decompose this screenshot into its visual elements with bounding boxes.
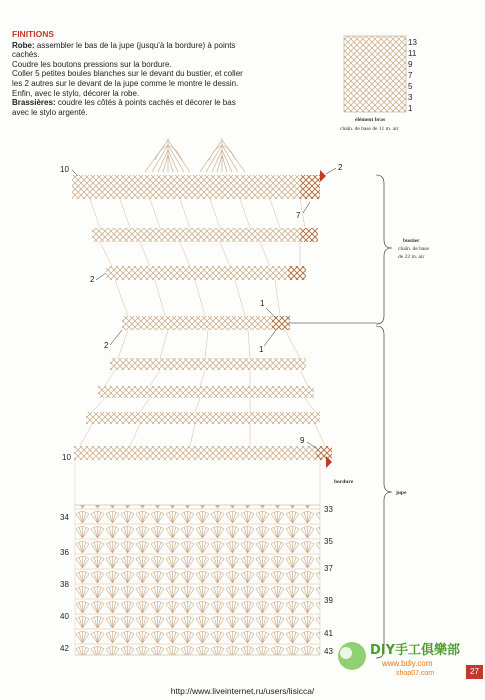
bustier-sub: de 22 m. air	[398, 254, 425, 260]
arm-row-label: 3	[408, 93, 413, 102]
arm-row-label: 7	[408, 71, 413, 80]
logo-graphic	[330, 634, 480, 680]
row-label: 37	[324, 564, 333, 573]
bustier-brace	[376, 175, 392, 324]
bra-label: Brassières:	[12, 98, 56, 108]
bodice-cups	[145, 138, 245, 172]
row-label: 1	[259, 345, 264, 354]
instruction-line: Coudre les boutons pressions sur la bordure.	[12, 59, 172, 69]
row-label: 2	[90, 275, 95, 284]
arm-row-label: 5	[408, 82, 413, 91]
bustier-rows	[72, 175, 332, 460]
instruction-line: Enfin, avec le stylo, décorer la robe.	[12, 88, 140, 98]
bra-text: coudre les côtés à points cachés et décorer le bas avec le stylo argenté.	[12, 98, 236, 117]
arm-element-subtitle: chaîn. de base de 11 m. air	[340, 126, 399, 132]
bustier-title: bustier	[403, 238, 420, 244]
arm-row-numbers	[408, 38, 417, 113]
row-label: 41	[324, 629, 333, 638]
arm-row-label: 13	[408, 38, 417, 47]
row-label: 38	[60, 580, 69, 589]
row-label: 7	[296, 211, 301, 220]
row-label: 35	[324, 537, 333, 546]
row-label: 43	[324, 647, 333, 656]
border-label: bordure	[334, 479, 354, 485]
row-label: 42	[60, 644, 69, 653]
watermark-logo	[330, 634, 480, 680]
skirt-shell-pattern	[75, 460, 320, 655]
logo-sub2: shop07.com	[396, 670, 435, 677]
row-label: 10	[62, 453, 71, 462]
arm-row-label: 1	[408, 104, 413, 113]
row-label: 2	[338, 163, 343, 172]
instructions-heading: FINITIONS	[12, 29, 55, 39]
logo-sub: www.bdiy.com	[382, 659, 433, 668]
row-label: 34	[60, 513, 69, 522]
row-label: 36	[60, 548, 69, 557]
robe-text: assembler le bas de la jupe (jusqu'à la bordure) à points cachés.	[12, 40, 236, 60]
row-label: 33	[324, 505, 333, 514]
row-label: 39	[324, 596, 333, 605]
arm-row-label: 9	[408, 60, 413, 69]
arm-row-label: 11	[408, 49, 417, 58]
row-label: 2	[104, 341, 109, 350]
row-label: 9	[300, 436, 305, 445]
arm-element-title: élément bras	[355, 117, 386, 123]
skirt-brace	[376, 326, 392, 658]
source-url: http://www.liveinternet.ru/users/lisicca/	[170, 686, 315, 696]
skirt-row-numbers-left	[60, 513, 69, 653]
row-label: 1	[260, 299, 265, 308]
row-label: 40	[60, 612, 69, 621]
start-marker	[320, 170, 326, 182]
instruction-line: Coller 5 petites boules blanches sur le devant du bustier, et coller les 2 autres sur le devant de la jupe comme le montre le dessin.	[12, 69, 243, 88]
page-number: 27	[466, 665, 483, 679]
skirt-label: jupe	[396, 490, 407, 496]
robe-label: Robe:	[12, 40, 35, 50]
row-label: 10	[60, 165, 69, 174]
logo-text: DIY手工俱樂部	[370, 643, 461, 658]
arm-element-swatch	[344, 36, 406, 112]
bustier-sub: chaîn. de base	[398, 246, 429, 252]
